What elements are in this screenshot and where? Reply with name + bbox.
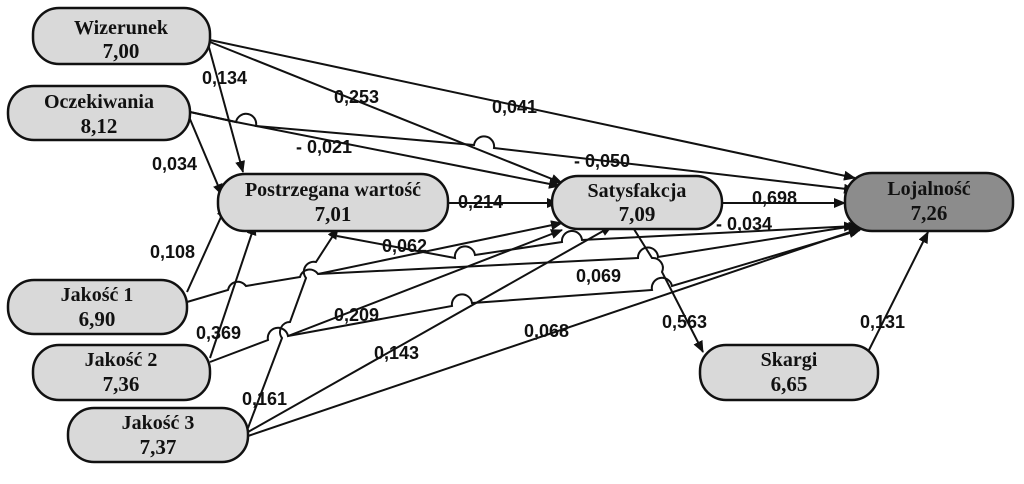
label-wartosc-satysfakcja: 0,214	[458, 192, 504, 212]
edge-jakosc1-satysfakcja	[187, 223, 562, 302]
node-lojalnosc	[845, 173, 1013, 231]
node-skargi	[700, 345, 878, 400]
label-skargi-lojalnosc: 0,131	[860, 312, 906, 332]
label-jakosc1-satysfakcja: 0,062	[382, 236, 428, 256]
edge-wizerunek-wartosc	[207, 40, 243, 172]
label-jakosc2-satysfakcja: 0,209	[334, 305, 380, 325]
label-satysfakcja-skargi: 0,563	[662, 312, 708, 332]
node-satysfakcja-value: 7,09	[618, 202, 656, 226]
node-skargi-value: 6,65	[770, 372, 808, 396]
label-oczekiwania-wartosc: 0,034	[152, 154, 198, 174]
node-satysfakcja	[552, 176, 722, 229]
node-skargi-title: Skargi	[760, 349, 818, 371]
node-jakosc-1	[8, 280, 187, 334]
node-lojalnosc-value: 7,26	[910, 201, 948, 225]
node-jakosc-3-title: Jakość 3	[121, 412, 195, 434]
node-jakosc-2-value: 7,36	[102, 372, 140, 396]
node-oczekiwania-value: 8,12	[80, 114, 118, 138]
label-oczekiwania-satysfakcja: - 0,021	[296, 137, 353, 157]
label-jakosc1-wartosc: 0,108	[150, 242, 196, 262]
node-jakosc-2-title: Jakość 2	[84, 349, 158, 371]
node-jakosc-3-value: 7,37	[139, 435, 177, 459]
node-postrzegana-wartosc-value: 7,01	[314, 202, 352, 226]
label-wizerunek-wartosc: 0,134	[202, 68, 248, 88]
node-satysfakcja-title: Satysfakcja	[587, 180, 687, 202]
label-jakosc3-wartosc: 0,161	[242, 389, 288, 409]
node-jakosc-2	[33, 345, 210, 400]
node-jakosc-1-title: Jakość 1	[60, 284, 134, 306]
node-lojalnosc-title: Lojalność	[887, 178, 971, 200]
label-wizerunek-satysfakcja: 0,253	[334, 87, 380, 107]
node-wizerunek-title: Wizerunek	[73, 17, 169, 39]
node-jakosc-3	[68, 408, 248, 462]
node-wizerunek	[33, 8, 210, 64]
label-jakosc3-satysfakcja: 0,143	[374, 343, 420, 363]
label-jakosc2-wartosc: 0,369	[196, 323, 242, 343]
label-jakosc1-lojalnosc: 0,069	[576, 266, 622, 286]
node-postrzegana-wartosc	[218, 174, 448, 231]
edge-satysfakcja-skargi	[632, 226, 703, 352]
node-postrzegana-wartosc-title: Postrzegana wartość	[244, 179, 422, 201]
node-oczekiwania-title: Oczekiwania	[44, 91, 154, 113]
label-jakosc3-lojalnosc: 0,068	[524, 321, 570, 341]
node-wizerunek-value: 7,00	[102, 39, 140, 63]
node-jakosc-1-value: 6,90	[78, 307, 116, 331]
label-wartosc-lojalnosc: - 0,034	[716, 214, 773, 234]
label-oczekiwania-lojalnosc: - 0,050	[574, 151, 631, 171]
edge-skargi-lojalnosc	[868, 232, 928, 352]
label-wizerunek-lojalnosc: 0,041	[492, 97, 538, 117]
node-oczekiwania	[8, 86, 190, 140]
label-satysfakcja-lojalnosc: 0,698	[752, 188, 798, 208]
